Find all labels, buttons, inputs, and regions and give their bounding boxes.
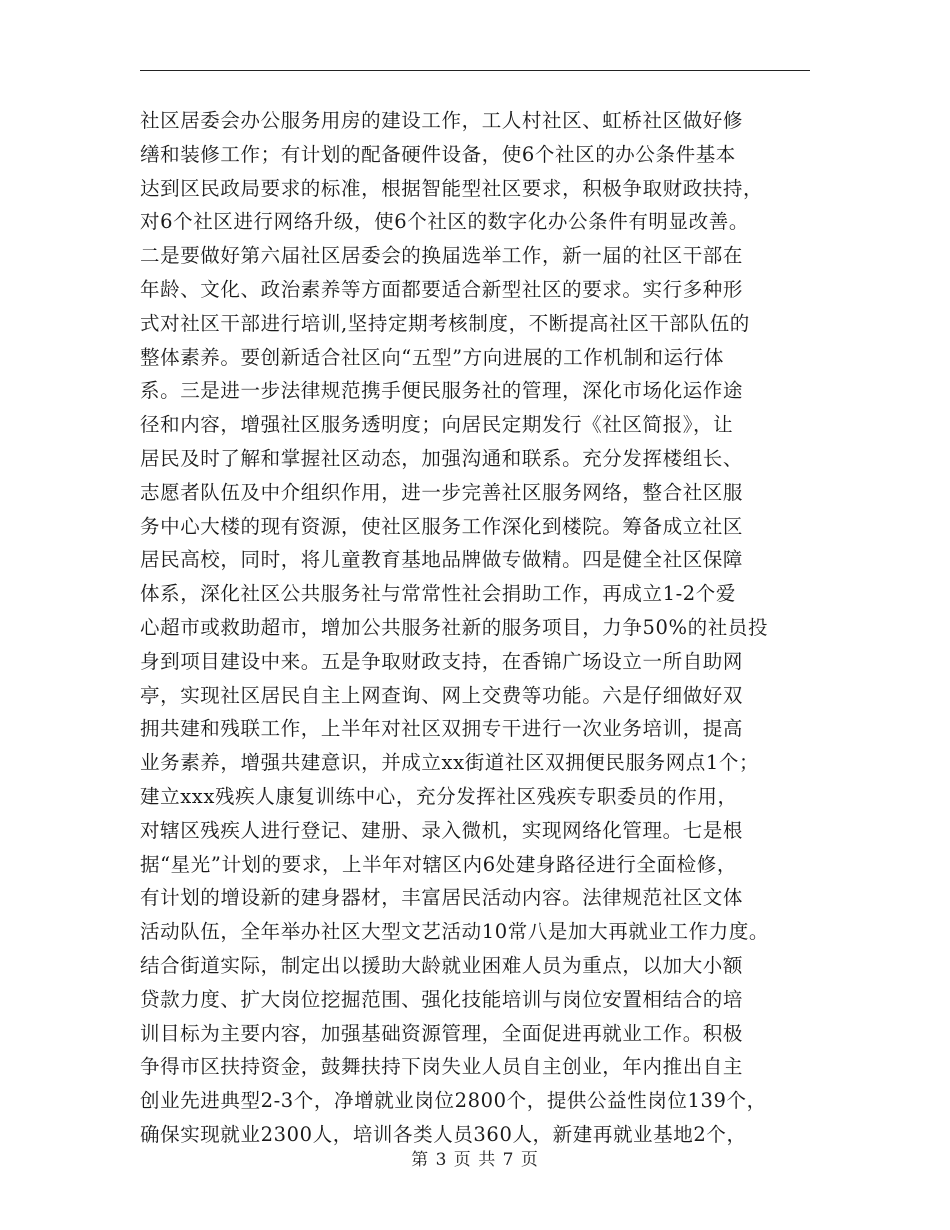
text-line: 对辖区残疾人进行登记、建册、录入微机，实现网络化管理。七是根 (140, 818, 744, 842)
text-line: 务中心大楼的现有资源，使社区服务工作深化到楼院。筹备成立社区 (140, 514, 744, 538)
text-line: 创业先进典型2-3个，净增就业岗位2800个，提供公益性岗位139个， (140, 1089, 767, 1113)
text-line: 确保实现就业2300人，培训各类人员360人，新建再就业基地2个， (140, 1122, 747, 1146)
text-line: 对6个社区进行网络升级，使6个社区的数字化办公条件有明显改善。 (140, 210, 749, 234)
text-line: 争得市区扶持资金，鼓舞扶持下岗失业人员自主创业，年内推出自主 (140, 1055, 744, 1079)
text-line: 缮和装修工作；有计划的配备硬件设备，使6个社区的办公条件基本 (140, 142, 736, 166)
page-number: 第 3 页 共 7 页 (411, 1150, 539, 1170)
text-line: 系。三是进一步法律规范携手便民服务社的管理，深化市场化运作途 (140, 379, 744, 403)
header-rule (140, 70, 810, 71)
text-line: 亭，实现社区居民自主上网查询、网上交费等功能。六是仔细做好双 (140, 683, 744, 707)
text-line: 整体素养。要创新适合社区向“五型”方向进展的工作机制和运行体 (140, 345, 724, 369)
text-line: 居民及时了解和掌握社区动态，加强沟通和联系。充分发挥楼组长、 (140, 446, 744, 470)
text-line: 建立xxx残疾人康复训练中心，充分发挥社区残疾专职委员的作用， (140, 784, 738, 808)
text-line: 心超市或救助超市，增加公共服务社新的服务项目，力争50%的社员投 (140, 615, 769, 639)
text-line: 志愿者队伍及中介组织作用，进一步完善社区服务网络，整合社区服 (140, 480, 744, 504)
text-line: 居民高校，同时，将儿童教育基地品牌做专做精。四是健全社区保障 (140, 548, 744, 572)
text-line: 达到区民政局要求的标准，根据智能型社区要求，积极争取财政扶持， (140, 176, 764, 200)
text-line: 社区居委会办公服务用房的建设工作，工人村社区、虹桥社区做好修 (140, 109, 744, 132)
text-line: 体系，深化社区公共服务社与常常性社会捐助工作，再成立1-2个爱 (140, 582, 737, 606)
text-line: 活动队伍，全年举办社区大型文艺活动10常八是加大再就业工作力度。 (140, 920, 770, 944)
text-line: 业务素养，增强共建意识，并成立xx街道社区双拥便民服务网点1个； (140, 751, 760, 775)
text-line: 训目标为主要内容，加强基础资源管理，全面促进再就业工作。积极 (140, 1021, 744, 1045)
text-line: 年龄、文化、政治素养等方面都要适合新型社区的要求。实行多种形 (140, 277, 744, 301)
text-line: 身到项目建设中来。五是争取财政支持，在香锦广场设立一所自助网 (140, 649, 744, 673)
text-line: 二是要做好第六届社区居委会的换届选举工作，新一届的社区干部在 (140, 244, 744, 268)
text-line: 有计划的增设新的建身器材，丰富居民活动内容。法律规范社区文体 (140, 886, 744, 910)
text-line: 径和内容，增强社区服务透明度；向居民定期发行《社区简报》，让 (140, 413, 734, 437)
text-line: 结合街道实际，制定出以援助大龄就业困难人员为重点，以加大小额 (140, 953, 744, 977)
body-text (140, 104, 820, 1152)
text-line: 拥共建和残联工作，上半年对社区双拥专干进行一次业务培训，提高 (140, 717, 744, 741)
text-line: 式对社区干部进行培训,坚持定期考核制度，不断提高社区干部队伍的 (140, 311, 750, 335)
text-line: 贷款力度、扩大岗位挖掘范围、强化技能培训与岗位安置相结合的培 (140, 987, 744, 1011)
text-line: 据“星光”计划的要求，上半年对辖区内6处建身路径进行全面检修， (140, 852, 737, 876)
